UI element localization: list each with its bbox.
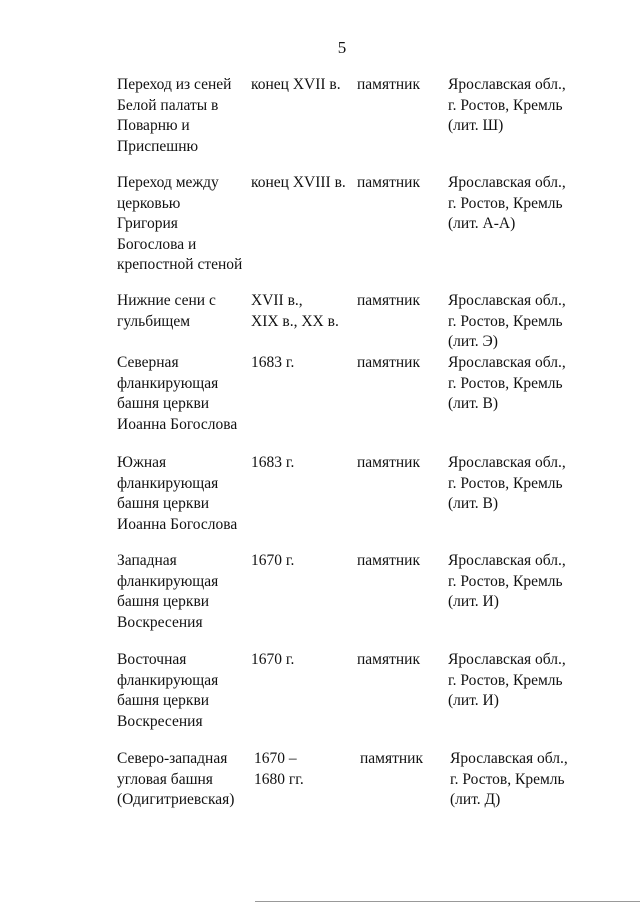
monument-name-line: фланкирующая: [117, 374, 219, 392]
monument-name-line: Переход из сеней: [117, 76, 232, 93]
monument-date-line: 1683 г.: [251, 354, 295, 371]
monument-location: [448, 453, 628, 515]
monument-name-line: Иоанна Богослова: [117, 515, 238, 533]
monument-location-line: Ярославская обл.,: [448, 174, 566, 191]
monument-location-line: Ярославская обл.,: [448, 651, 566, 668]
monument-date-line: конец XVIII в.: [251, 174, 346, 191]
monument-location: [448, 173, 628, 235]
monument-name: [117, 75, 245, 157]
monument-name: [117, 749, 245, 811]
monument-name-line: Богослова и: [117, 235, 197, 253]
monument-location: [448, 291, 628, 353]
monument-name-line: (Одигитриевская): [117, 791, 235, 808]
monument-location-line: (лит. В): [448, 495, 499, 512]
monument-name: [117, 453, 245, 535]
monument-date: [251, 453, 351, 474]
monument-name-line: башня церкви: [117, 692, 210, 709]
monument-date: [251, 291, 351, 332]
monument-date-line: 1670 г.: [251, 552, 295, 569]
monument-name-line: башня церкви: [117, 593, 210, 610]
monument-name-line: Нижние сени с: [117, 292, 216, 309]
monument-name-line: Переход между: [117, 174, 219, 191]
monument-date: [251, 353, 351, 374]
monument-date-line: 1683 г.: [251, 454, 295, 471]
monument-name: [117, 173, 245, 276]
monument-name-line: Северная: [117, 354, 179, 371]
monument-location: [448, 551, 628, 613]
monument-category: памятник: [357, 354, 421, 371]
monument-location-line: (лит. И): [448, 692, 499, 709]
page-number: 5: [337, 38, 347, 57]
monument-name-line: Григория: [117, 215, 178, 232]
monument-location-line: г. Ростов, Кремль: [448, 572, 563, 590]
monument-name-line: угловая башня: [117, 770, 213, 788]
monument-name-line: башня церкви: [117, 495, 210, 512]
monument-name-line: Поварню и: [117, 117, 190, 134]
monument-location-line: г. Ростов, Кремль: [450, 770, 565, 788]
monument-category: памятник: [357, 552, 421, 569]
monument-name-line: фланкирующая: [117, 671, 219, 689]
monument-date-line: 1680 гг.: [254, 770, 304, 788]
monument-name-line: Западная: [117, 552, 177, 569]
monument-location-line: г. Ростов, Кремль: [448, 96, 563, 114]
monument-location-line: (лит. И): [448, 593, 499, 610]
monument-location-line: г. Ростов, Кремль: [448, 374, 563, 392]
monument-location-line: (лит. А-А): [448, 215, 516, 232]
monument-name-line: гульбищем: [117, 312, 191, 330]
monument-name: [117, 291, 245, 332]
monument-name-line: фланкирующая: [117, 572, 219, 590]
monument-location-line: Ярославская обл.,: [450, 750, 568, 767]
monument-name-line: церковью: [117, 194, 181, 212]
monument-name-line: Восточная: [117, 651, 187, 668]
monument-name: [117, 353, 245, 435]
monument-location-line: (лит. В): [448, 395, 499, 412]
monument-category: памятник: [357, 174, 421, 191]
monument-location-line: (лит. Д): [450, 791, 501, 808]
monument-category: памятник: [360, 750, 424, 767]
monument-location-line: Ярославская обл.,: [448, 552, 566, 569]
monument-name-line: Северо-западная: [117, 750, 228, 767]
monument-location-line: г. Ростов, Кремль: [448, 474, 563, 492]
monument-date: [251, 75, 351, 96]
monument-location-line: Ярославская обл.,: [448, 454, 566, 471]
monument-location-line: (лит. Ш): [448, 117, 504, 134]
monument-location: [448, 353, 628, 415]
monument-date-line: XVII в.,: [251, 292, 303, 309]
monument-name-line: Воскресения: [117, 712, 203, 730]
monument-location-line: Ярославская обл.,: [448, 76, 566, 93]
monument-category: памятник: [357, 454, 421, 471]
monument-location: [450, 749, 630, 811]
monument-name-line: фланкирующая: [117, 474, 219, 492]
monument-name-line: Иоанна Богослова: [117, 415, 238, 433]
monument-location-line: г. Ростов, Кремль: [448, 194, 563, 212]
monument-date: [254, 749, 354, 790]
monument-date: [251, 650, 351, 671]
monument-name-line: Воскресения: [117, 613, 203, 631]
monument-location: [448, 650, 628, 712]
monument-category: памятник: [357, 651, 421, 668]
monument-location-line: Ярославская обл.,: [448, 292, 566, 309]
monument-name-line: Приспешню: [117, 137, 199, 155]
monument-name: [117, 551, 245, 633]
monument-date-line: XIX в., XX в.: [251, 312, 339, 330]
monument-name-line: Южная: [117, 454, 167, 471]
monument-location: [448, 75, 628, 137]
monument-location-line: г. Ростов, Кремль: [448, 312, 563, 330]
monument-category: памятник: [357, 76, 421, 93]
monument-date: [251, 173, 351, 194]
monument-location-line: г. Ростов, Кремль: [448, 671, 563, 689]
monument-name-line: Белой палаты в: [117, 96, 219, 114]
monument-name-line: башня церкви: [117, 395, 210, 412]
monument-name: [117, 650, 245, 732]
monument-location-line: (лит. Э): [448, 333, 498, 350]
monument-location-line: Ярославская обл.,: [448, 354, 566, 371]
bottom-rule: [255, 901, 640, 902]
monument-name-line: крепостной стеной: [117, 256, 243, 273]
monument-category: памятник: [357, 292, 421, 309]
monument-date-line: конец XVII в.: [251, 76, 341, 93]
monument-date-line: 1670 –: [254, 750, 297, 767]
monument-date: [251, 551, 351, 572]
monument-date-line: 1670 г.: [251, 651, 295, 668]
